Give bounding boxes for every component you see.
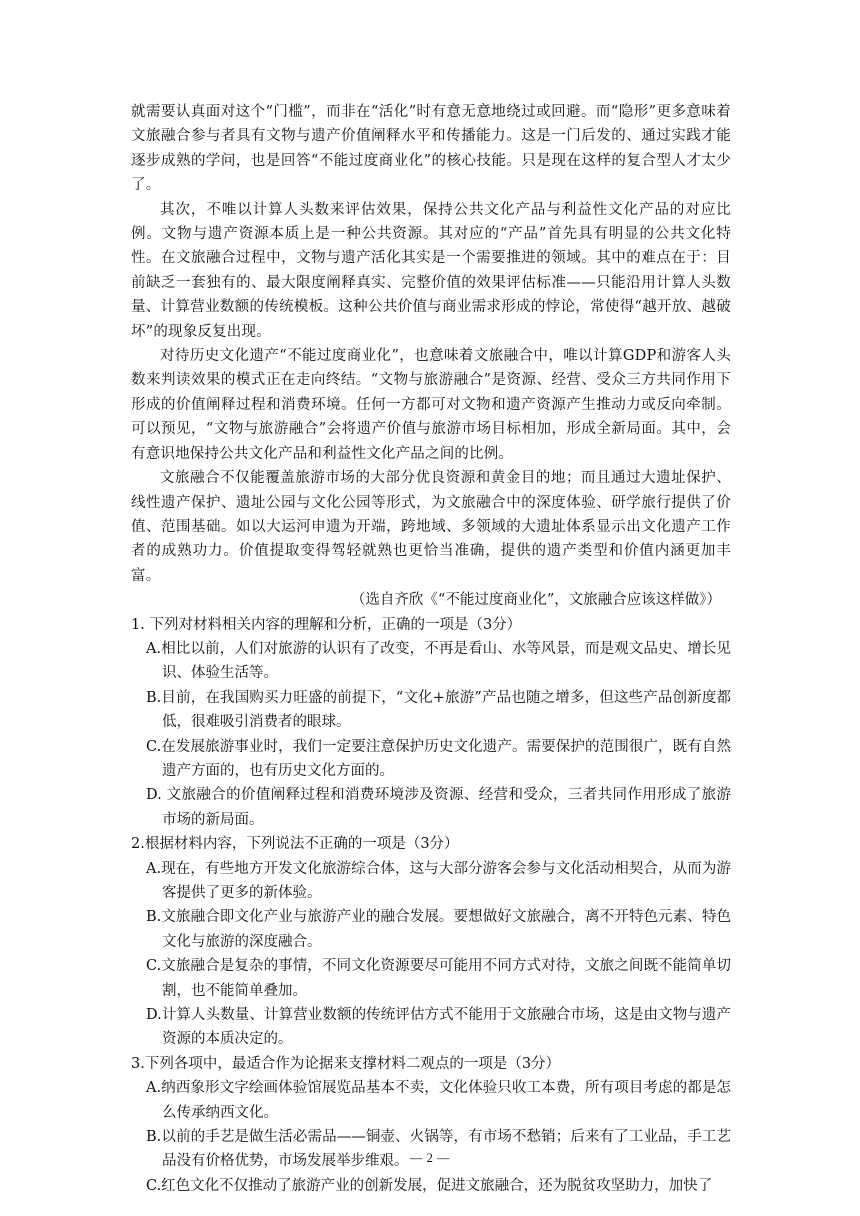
option-d: D. 文旅融合的价值阐释过程和消费环境涉及资源、经营和受众，三者共同作用形成了旅游市场的新局面。 [146,787,731,828]
question-stem: 1. 下列对材料相关内容的理解和分析，正确的一项是（3分） [131,616,522,633]
question-1 [131,613,731,833]
option-a: A.纳西象形文字绘画体验馆展览品基本不卖，文化体验只收工本费，所有项目考虑的都是怎么传承纳西文化。 [146,1080,731,1121]
option-b: B.目前，在我国购买力旺盛的前提下，“文化+旅游”产品也随之增多，但这些产品创新度都低，很难吸引消费者的眼球。 [146,689,731,731]
paragraph-third: 对待历史文化遗产“不能过度商业化”，也意味着文旅融合中，唯以计算GDP和游客人头数来判读效果的模式正在走向终结。“文物与旅游融合”是资源、经营、受众三方共同作用下形成的价值阐释过程和消费环境。任何一方都可对文物和遗产资源产生推动力或反向牵制。可以预见，“文物与旅游融合”会将遗产价值与旅游市场目标相加，形成全新局面。其中，会有意识地保持公共文化产品和利益性文化产品之间的比例。 [131,348,731,462]
option-a: A.现在，有些地方开发文化旅游综合体，这与大部分游客会参与文化活动相契合，从而为游客提供了更多的新体验。 [146,860,731,901]
option-b: B.以前的手艺是做生活必需品——铜壶、火锅等，有市场不愁销；后来有了工业品，手工艺品没有价格优势，市场发展举步维艰。 [146,1129,731,1170]
source-citation: （选自齐欣《“不能过度商业化”，文旅融合应该这样做》） [350,592,721,609]
option-a: A.相比以前，人们对旅游的认识有了改变，不再是看山、水等风景，而是观文品史、增长见识、体验生活等。 [146,640,731,682]
option-b: B.文旅融合即文化产业与旅游产业的融合发展。要想做好文旅融合，离不开特色元素、特色文化与旅游的深度融合。 [146,909,731,950]
page-number: — 2 — [410,1151,450,1165]
paragraph-second: 其次，不唯以计算人头数来评估效果，保持公共文化产品与利益性文化产品的对应比例。文物与遗产资源本质上是一种公共资源。其对应的“产品”首先具有明显的公共文化特性。在文旅融合过程中，文物与遗产活化其实是一个需要推进的领域。其中的难点在于：目前缺乏一套独有的、最大限度阐释真实、完整价值的效果评估标准——只能沿用计算人头数量、计算营业数额的传统模板。这种公共价值与商业需求形成的悖论，常使得“越开放、越破坏”的现象反复出现。 [131,201,731,340]
option-c: C.文旅融合是复杂的事情，不同文化资源要尽可能用不同方式对待，文旅之间既不能简单切割，也不能简单叠加。 [146,958,731,999]
option-c: C.在发展旅游事业时，我们一定要注意保护历史文化遗产。需要保护的范围很广，既有自然遗产方面的，也有历史文化方面的。 [146,738,731,779]
paragraph-fourth: 文旅融合不仅能覆盖旅游市场的大部分优良资源和黄金目的地；而且通过大遗址保护、线性遗产保护、遗址公园与文化公园等形式，为文旅融合中的深度体验、研学旅行提供了价值、范围基础。如以大运河申遗为开端，跨地域、多领域的大遗址体系显示出文化遗产工作者的成熟功力。价值提取变得驾轻就熟也更恰当准确，提供的遗产类型和价值内涵更加丰富。 [131,470,731,584]
option-c: C.红色文化不仅推动了旅游产业的创新发展，促进文旅融合，还为脱贫攻坚助力，加快了 [146,1177,713,1194]
question-stem: 3.下列各项中，最适合作为论据来支撑材料二观点的一项是（3分） [131,1055,561,1072]
paragraph-continued: 就需要认真面对这个“门槛”，而非在“活化”时有意无意地绕过或回避。而“隐形”更多意味着文旅融合参与者具有文物与遗产价值阐释水平和传播能力。这是一门后发的、通过实践才能逐步成熟的学问，也是回答“不能过度商业化”的核心技能。只是现在这样的复合型人才太少了。 [131,104,731,194]
question-2 [131,832,731,1052]
question-stem: 2.根据材料内容，下列说法不正确的一项是（3分） [131,836,459,853]
option-d: D.计算人头数量、计算营业数额的传统评估方式不能用于文旅融合市场，这是由文物与遗产资源的本质决定的。 [146,1007,731,1048]
document-body [131,100,731,1198]
question-3 [131,1052,731,1198]
